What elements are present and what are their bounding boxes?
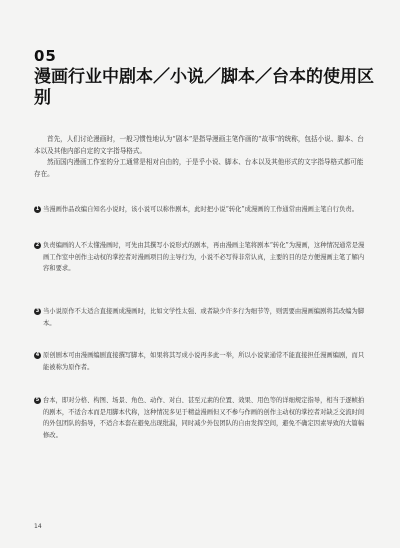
number-bullet-icon: 3 <box>35 308 40 314</box>
list-item-text: 原创剧本可由漫画编剧直接撰写脚本，如果将其写成小说再多此一举，所以小说家通常不能直接担任漫画编剧，而只能被称为原作者。 <box>43 352 365 371</box>
list-item-2 <box>34 240 370 275</box>
intro-text <box>34 134 370 180</box>
chapter-number: 05 <box>34 47 57 65</box>
number-bullet-icon: 4 <box>35 352 40 358</box>
list-item-1 <box>34 204 370 216</box>
list-item-5 <box>34 395 370 441</box>
intro-paragraph-1: 首先，人们讨论漫画时，一般习惯性地认为“剧本”是指导漫画主笔作画的“故事”的统称，包括小说、脚本、台本以及其他内部自定的文字指导格式。 <box>34 135 364 155</box>
list-item-4 <box>34 350 370 373</box>
number-bullet-icon: 2 <box>35 242 40 248</box>
list-item-3 <box>34 306 370 329</box>
intro-paragraph-2: 然而国内漫画工作室的分工通常是相对自由的，于是乎小说、脚本、台本以及其他形式的文字指导格式都可能存在。 <box>34 158 364 178</box>
list-item-text: 负责编画的人不太懂漫画时，可先由其撰写小说形式的剧本，再由漫画主笔将剧本“转化”为漫画，这种情况通常是漫画工作室中创作主动权的掌控者对漫画项目的主导行为，小说不必写得非常认真，主要的目的是方便漫画主笔了解内容和要求。 <box>43 242 365 272</box>
number-bullet-icon: 1 <box>35 206 40 212</box>
list-item-text: 台本，即对分格、构图、场景、角色、动作、对白、甚至元素的位置、效果、用色等的详细规定指导，相当于逐帧拍的剧本，不适合本而是用脚本代称，这种情况多见于精益漫画但又不参与作画的创作主动权的掌控者对缺乏交流时间的外包团队的指导，不适合本套在避免出现纰漏，同时减少外包团队的自由发挥空间，避免不确定因素导致的大篇幅修改。 <box>43 397 365 439</box>
number-bullet-icon: 5 <box>35 397 40 403</box>
page-number: 14 <box>34 523 42 530</box>
list-item-text: 当小说原作不太适合直接画成漫画时，比如文学性太强、或者缺少许多行为细节等，则需要由漫画编剧将其改编为脚本。 <box>43 308 365 327</box>
list-item-text: 当漫画作品改编自知名小说时，该小说可以称作剧本，此时把小说“转化”成漫画的工作通常由漫画主笔自行负责。 <box>43 206 358 213</box>
chapter-title: 漫画行业中剧本／小说／脚本／台本的使用区别 <box>34 67 374 108</box>
